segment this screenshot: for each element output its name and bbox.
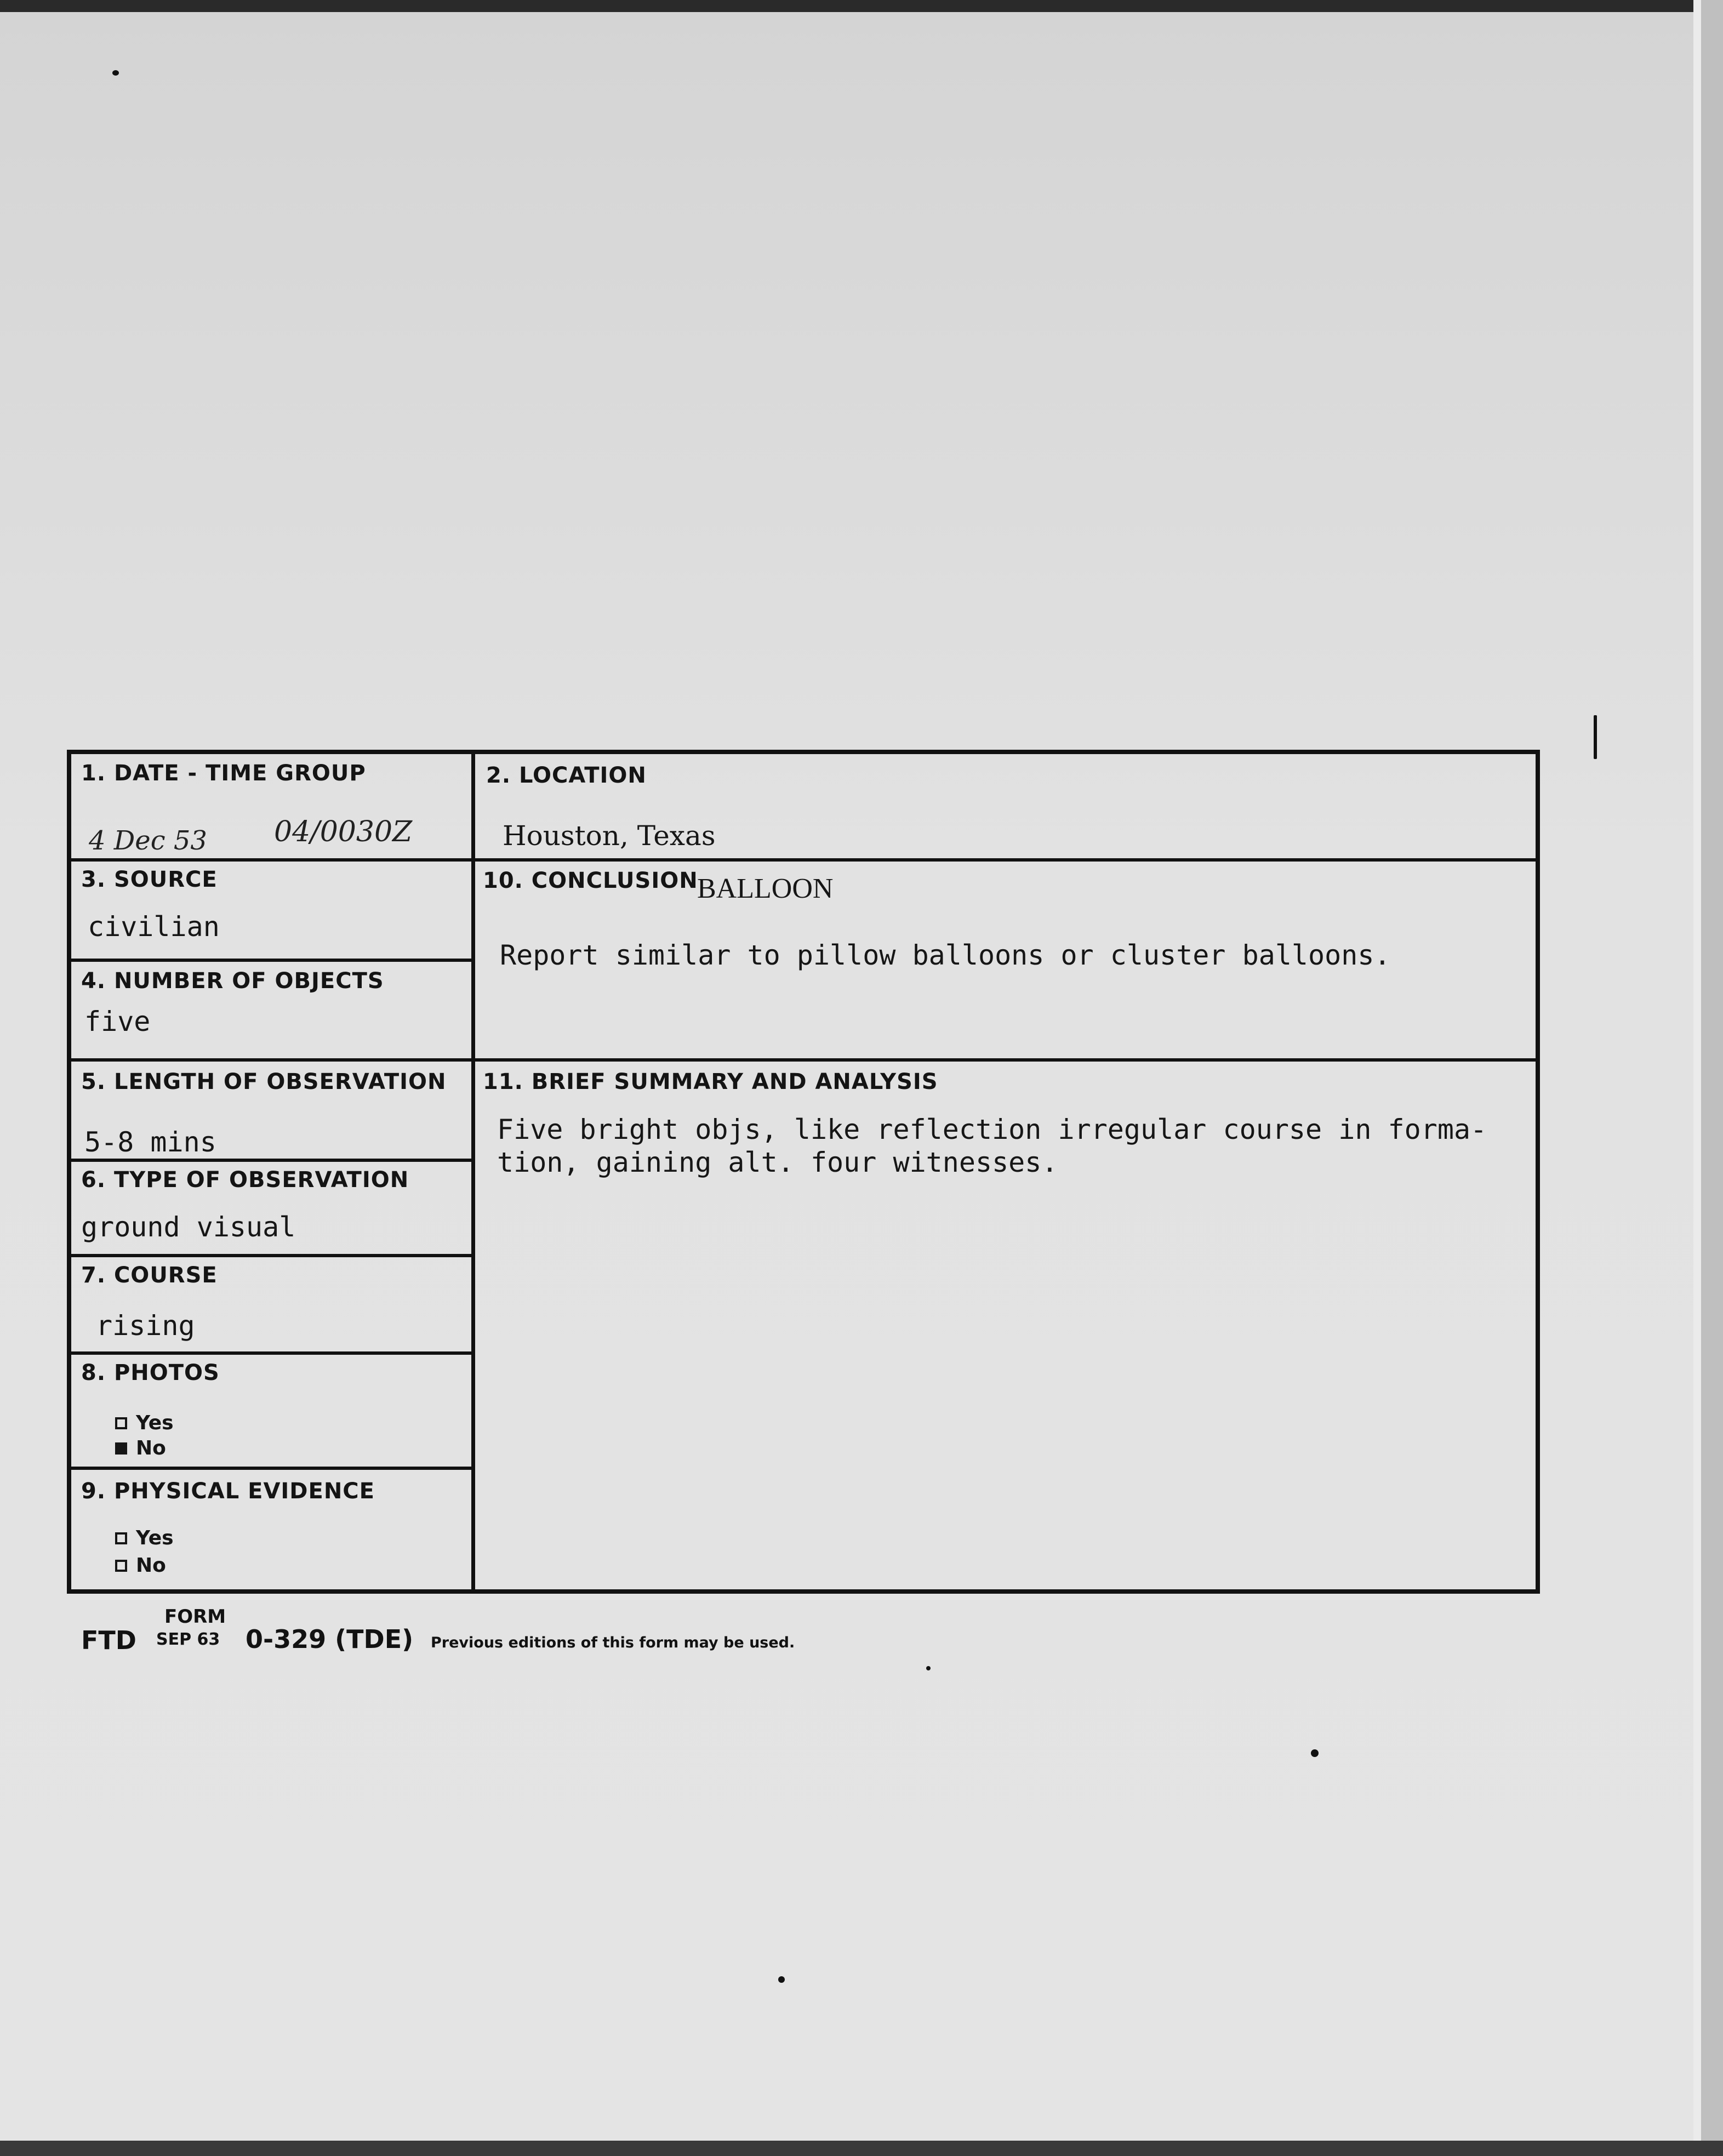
form-date-code: SEP 63 [156,1630,220,1649]
report-form [67,750,1540,1594]
type-of-observation-label: 6. TYPE OF OBSERVATION [81,1167,409,1193]
source-label: 3. SOURCE [81,867,218,892]
scan-mark [1594,715,1597,759]
physical-evidence-yes-label: Yes [136,1527,174,1549]
summary-line-2: tion, gaining alt. four witnesses. [497,1147,1058,1178]
number-of-objects-label: 4. NUMBER OF OBJECTS [81,968,384,994]
location-label: 2. LOCATION [486,763,647,788]
type-of-observation-value: ground visual [81,1211,296,1243]
conclusion-label: 10. CONCLUSION [483,868,698,893]
checkbox[interactable] [115,1417,127,1429]
conclusion-cell [475,862,1540,1058]
scan-edge-bottom [0,2141,1723,2156]
column-divider [471,754,475,1589]
location-cell [475,754,1540,858]
physical-evidence-no-label: No [136,1554,166,1577]
number-of-objects-value: five [84,1006,151,1037]
conclusion-text: Report similar to pillow balloons or cluster balloons. [500,939,1391,971]
checkbox-checked[interactable] [115,1442,127,1455]
summary-cell [475,1062,1540,1589]
number-of-objects-cell [71,962,471,1058]
length-of-observation-label: 5. LENGTH OF OBSERVATION [81,1069,447,1094]
physical-evidence-yes-option[interactable] [115,1527,174,1549]
photos-yes-option[interactable] [115,1412,174,1434]
time-value: 04/0030Z [274,815,413,848]
speck [778,1976,785,1983]
speck [926,1666,931,1670]
checkbox[interactable] [115,1560,127,1572]
physical-evidence-label: 9. PHYSICAL EVIDENCE [81,1479,375,1504]
summary-line-1: Five bright objs, like reflection irregular course in forma- [497,1114,1487,1145]
conclusion-value: BALLOON [697,873,834,904]
scan-edge-right-highlight [1693,0,1701,2156]
checkbox[interactable] [115,1532,127,1544]
physical-evidence-cell [71,1470,471,1589]
summary-text [497,1113,1538,1179]
type-of-observation-cell [71,1162,471,1254]
length-of-observation-value: 5-8 mins [84,1126,216,1158]
source-cell [71,862,471,959]
scan-edge-right [1701,0,1723,2156]
photos-no-option[interactable] [115,1437,166,1459]
physical-evidence-no-option[interactable] [115,1554,166,1577]
length-of-observation-cell [71,1062,471,1159]
speck [112,70,119,76]
photos-label: 8. PHOTOS [81,1360,220,1385]
date-time-cell [71,754,471,858]
form-word: FORM [164,1606,226,1628]
summary-label: 11. BRIEF SUMMARY AND ANALYSIS [483,1069,938,1094]
form-note: Previous editions of this form may be used. [431,1634,795,1651]
form-number: 0-329 (TDE) [246,1624,414,1654]
date-time-label: 1. DATE - TIME GROUP [81,761,366,786]
speck [1311,1749,1319,1757]
date-value: 4 Dec 53 [89,825,207,856]
scan-edge-top [0,0,1723,12]
course-value: rising [96,1310,195,1342]
photos-no-label: No [136,1437,166,1459]
form-agency: FTD [81,1625,136,1655]
source-value: civilian [88,911,220,943]
photos-yes-label: Yes [136,1412,174,1434]
photos-cell [71,1355,471,1467]
course-cell [71,1257,471,1351]
course-label: 7. COURSE [81,1263,218,1288]
location-value: Houston, Texas [503,820,716,852]
